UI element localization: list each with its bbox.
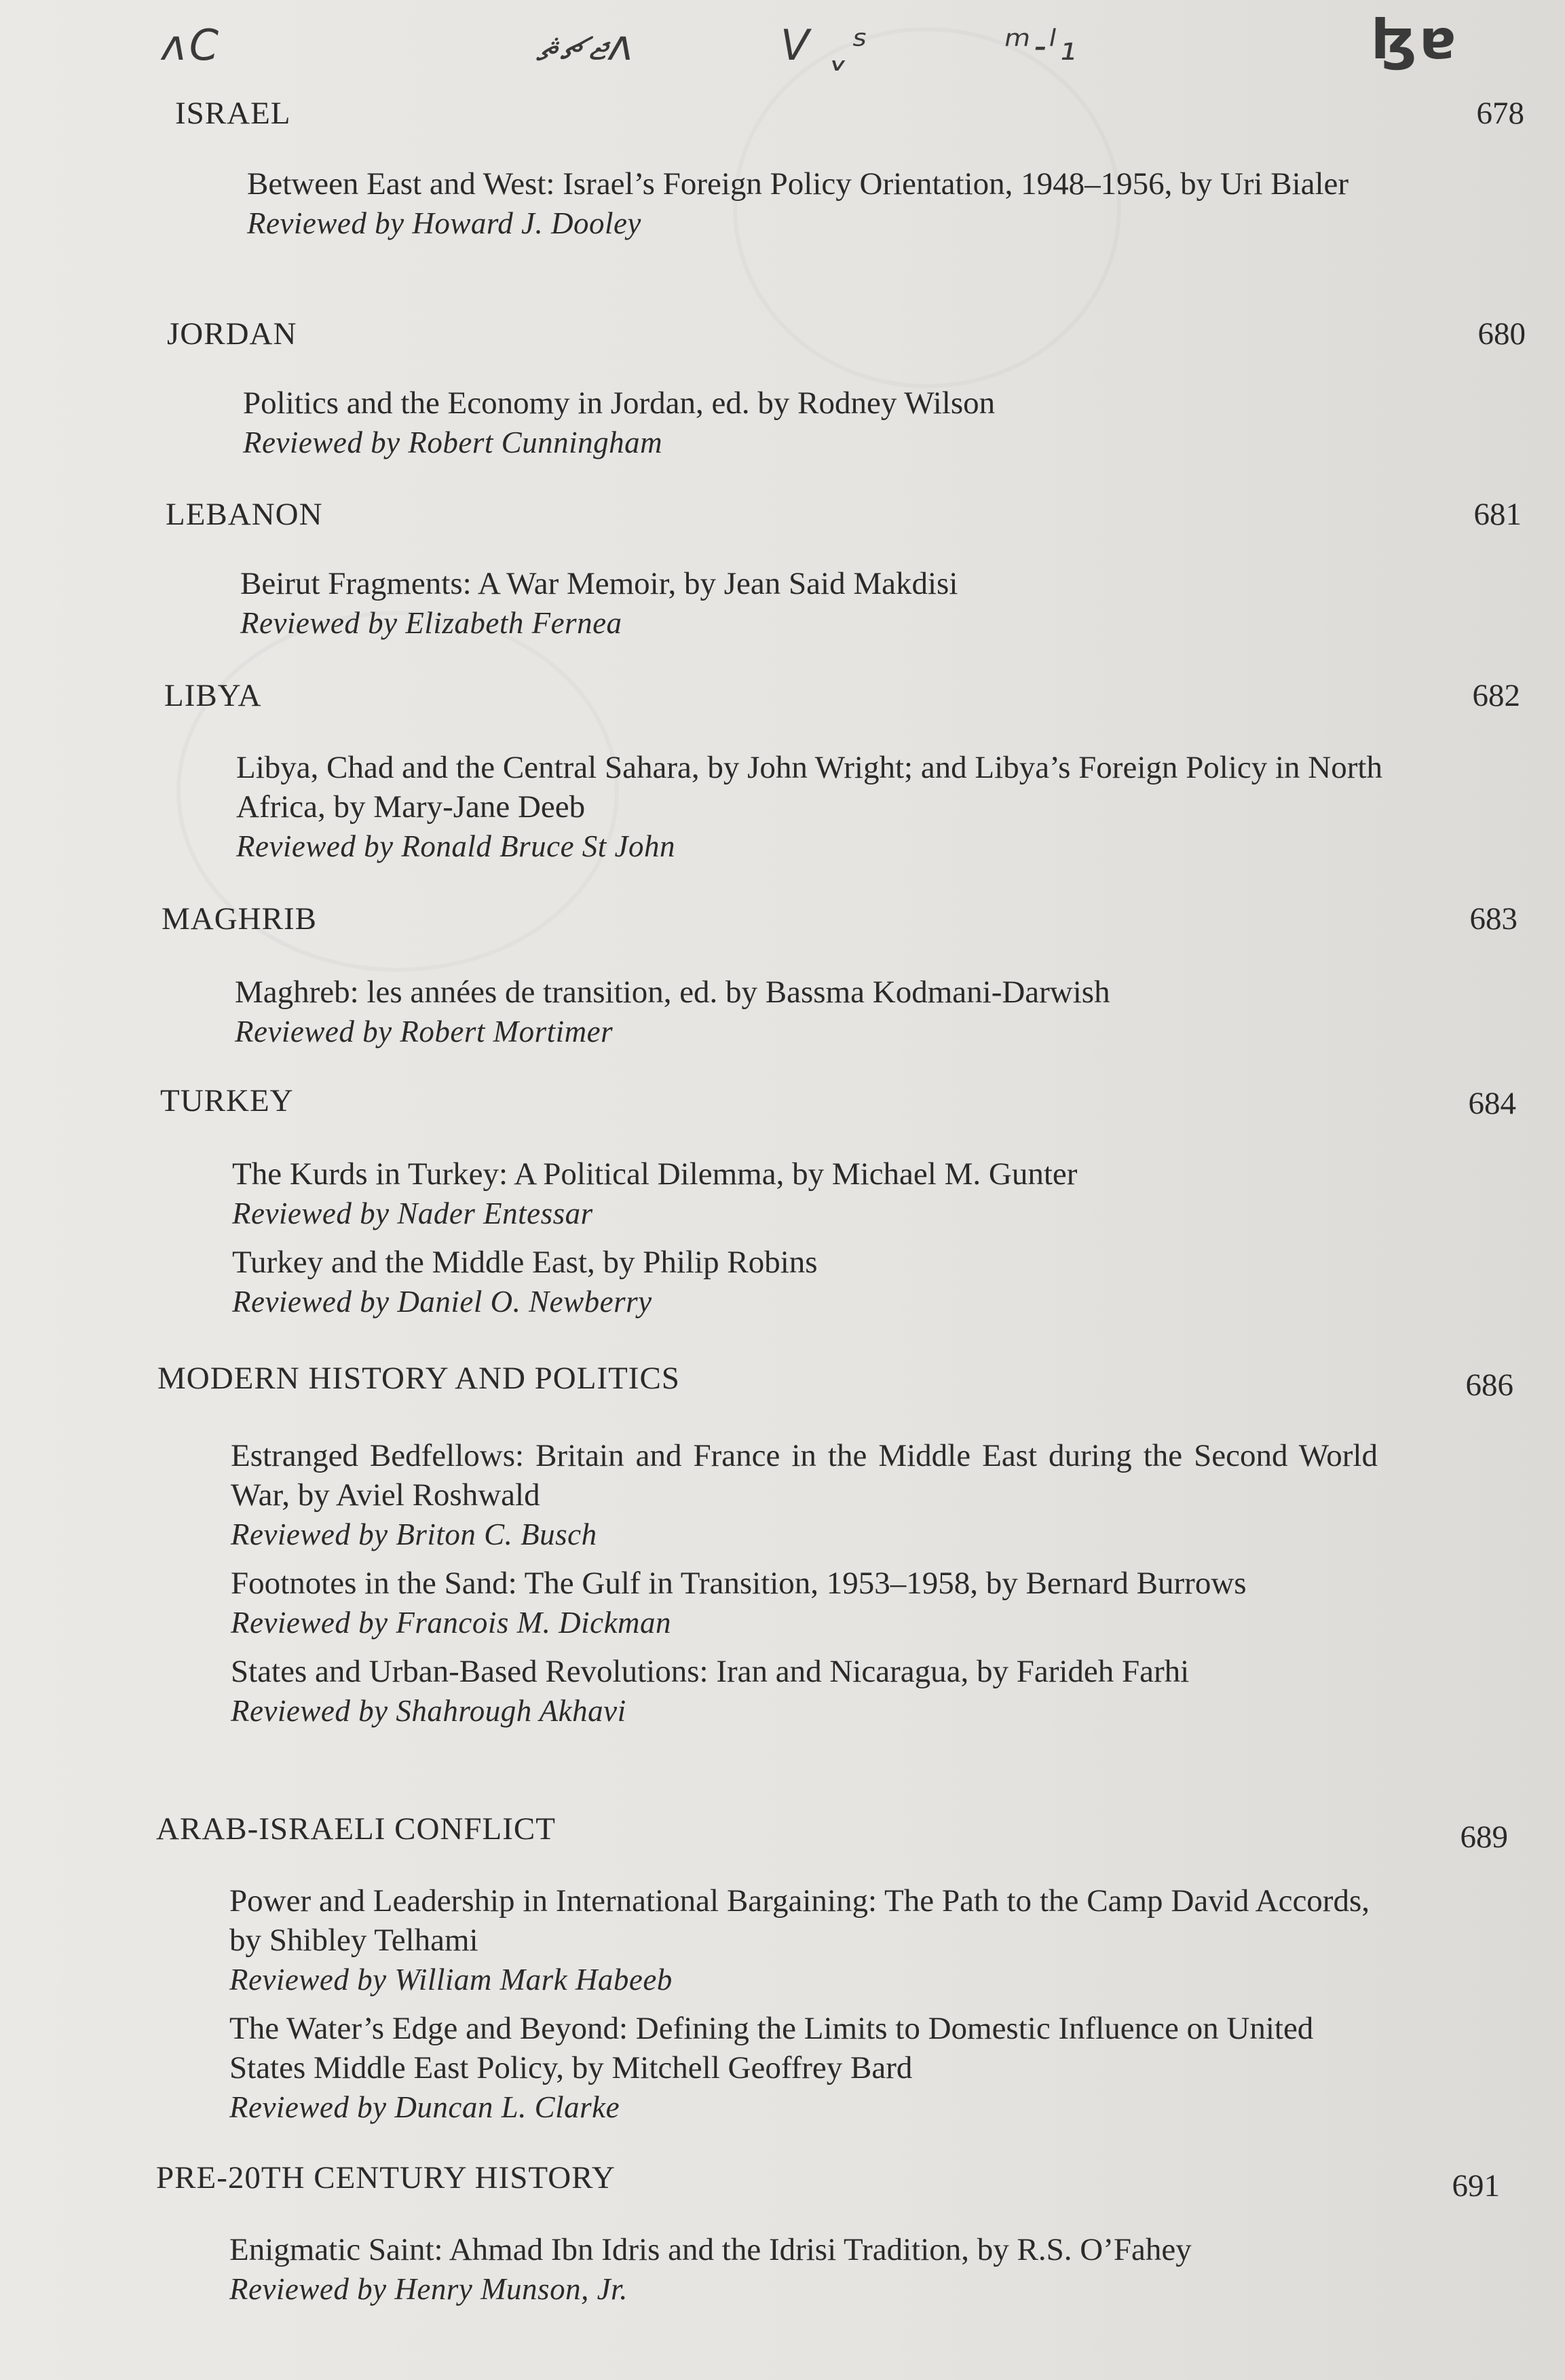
review-entry [236,748,1565,866]
section-title: LEBANON [166,497,323,532]
section-page-number: 678 [1476,96,1524,131]
review-entry [231,1564,1565,1642]
section-title: ISRAEL [175,96,291,131]
reviewer-line: Reviewed by Francois M. Dickman [231,1606,672,1640]
reviewer-line: Reviewed by Elizabeth Fernea [240,606,622,640]
reviewer-line: Reviewed by Duncan L. Clarke [229,2090,620,2124]
reviewer-line: Reviewed by William Mark Habeeb [229,1963,673,1997]
section-title: TURKEY [160,1083,294,1118]
section-page-number: 680 [1477,316,1526,352]
section-page-number: 683 [1469,901,1517,937]
section-title: MODERN HISTORY AND POLITICS [157,1361,680,1396]
book-title: Libya, Chad and the Central Sahara, by John Wright; and Libya’s Foreign Policy in North Africa, by Mary-Jane Deeb [236,750,1382,825]
reviewer-line: Reviewed by Briton C. Busch [231,1517,597,1551]
reviewer-line: Reviewed by Nader Entessar [232,1196,593,1230]
handwritten-annotations [0,8,1565,81]
section-turkey [0,1082,1565,1331]
book-title: Power and Leadership in International Bargaining: The Path to the Camp David Accords, by Shibley Telhami [229,1883,1370,1958]
handwritten-mark: ʌС [162,20,221,70]
book-title: Enigmatic Saint: Ahmad Ibn Idris and the Idrisi Tradition, by R.S. O’Fahey [229,2232,1192,2267]
book-title: Beirut Fragments: A War Memoir, by Jean Said Makdisi [240,566,958,601]
section-title: PRE-20TH CENTURY HISTORY [156,2160,616,2195]
section-page-number: 691 [1452,2168,1500,2204]
book-title: Politics and the Economy in Jordan, ed. by Rodney Wilson [243,385,996,421]
section-page-number: 689 [1460,1819,1508,1855]
section-title: MAGHRIB [162,901,317,937]
book-title: The Kurds in Turkey: A Political Dilemma, by Michael M. Gunter [232,1156,1078,1192]
review-entry [231,1436,1565,1554]
review-entry [235,972,1565,1051]
reviewer-line: Reviewed by Howard J. Dooley [247,206,641,240]
handwritten-mark: ɮɐ [1371,8,1459,71]
review-entry [243,383,1565,462]
review-entry [229,2230,1565,2309]
book-title: Footnotes in the Sand: The Gulf in Transition, 1953–1958, by Bernard Burrows [231,1566,1247,1601]
book-title: Turkey and the Middle East, by Philip Robins [232,1245,818,1280]
handwritten-mark: ޖޗޘʌ [536,20,637,70]
handwritten-mark: V ˬˢ [780,20,871,70]
review-entry [229,1881,1565,1999]
reviewer-line: Reviewed by Daniel O. Newberry [232,1285,652,1319]
section-page-number: 681 [1473,497,1522,532]
section-jordan [0,316,1565,472]
review-entry [232,1154,1565,1233]
section-maghrib [0,901,1565,1061]
review-entry [240,564,1565,643]
reviewer-line: Reviewed by Robert Cunningham [243,426,663,459]
section-title: ARAB-ISRAELI CONFLICT [156,1811,556,1847]
reviewer-line: Reviewed by Shahrough Akhavi [231,1694,626,1728]
book-title: Maghreb: les années de transition, ed. by Bassma Kodmani-Darwish [235,975,1110,1010]
review-entry [247,164,1565,243]
section-pre-20th-century-history [0,2159,1565,2318]
review-entry [231,1652,1565,1731]
section-israel [0,95,1565,252]
reviewer-line: Reviewed by Ronald Bruce St John [236,829,676,863]
section-arab-israeli-conflict [0,1811,1565,2136]
section-lebanon [0,496,1565,652]
review-entry [232,1243,1565,1321]
section-page-number: 682 [1472,678,1520,713]
reviewer-line: Reviewed by Robert Mortimer [235,1015,614,1049]
section-title: JORDAN [167,316,297,352]
section-modern-history-and-politics [0,1360,1565,1740]
book-title: The Water’s Edge and Beyond: Defining the Limits to Domestic Influence on United States Middle East Policy, by Mitchell Geoffrey Bard [229,2011,1314,2085]
section-page-number: 686 [1465,1367,1513,1403]
reviewer-line: Reviewed by Henry Munson, Jr. [229,2272,628,2306]
book-title: Between East and West: Israel’s Foreign Policy Orientation, 1948–1956, by Uri Bialer [247,166,1349,202]
section-title: LIBYA [164,678,262,713]
handwritten-mark: ᵐ˗ˡ₁ [1004,20,1079,70]
section-libya [0,677,1565,875]
review-entry [229,2009,1565,2127]
book-title: States and Urban-Based Revolutions: Iran and Nicaragua, by Farideh Farhi [231,1654,1190,1689]
book-title: Estranged Bedfellows: Britain and France in the Middle East during the Second World War, by Aviel Roshwald [231,1438,1378,1513]
section-page-number: 684 [1468,1086,1516,1121]
